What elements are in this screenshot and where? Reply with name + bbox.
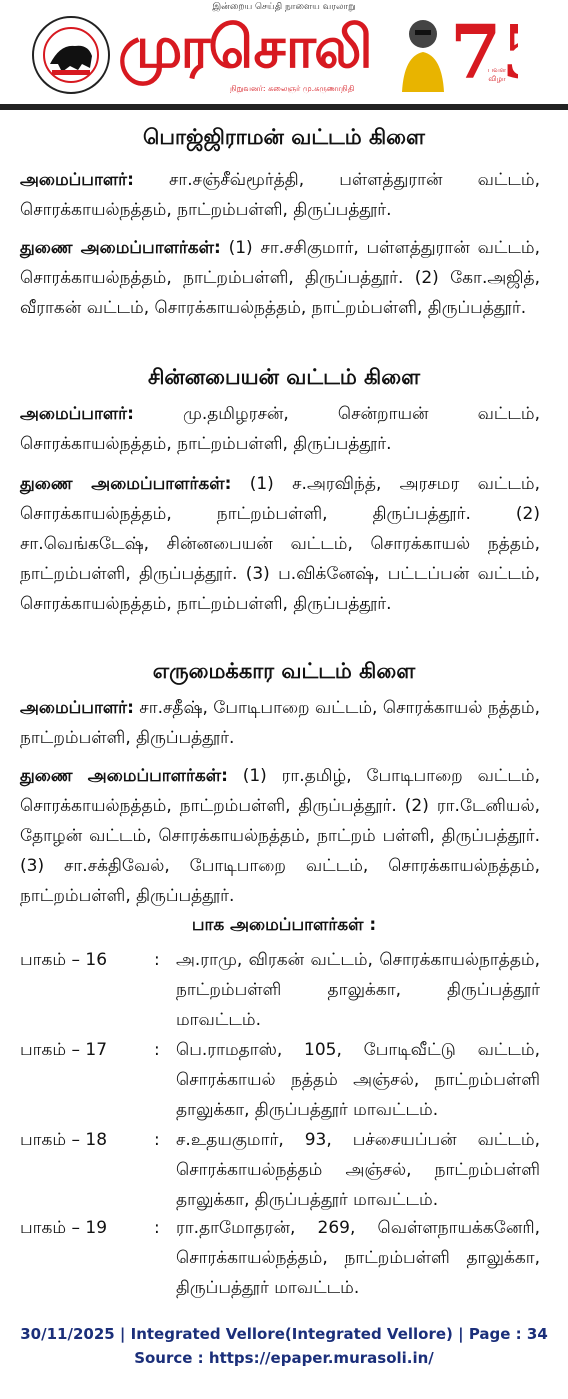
- list-item: [20, 1213, 540, 1303]
- masthead-founder: நிறுவனர்: கலைஞர் மு.கருணாநிதி: [230, 84, 355, 93]
- deputy-paragraph: [20, 469, 540, 619]
- anniversary-badge: [448, 4, 518, 100]
- list-item: [20, 1125, 540, 1215]
- booth-colon: :: [154, 1130, 160, 1150]
- article-body: [0, 104, 568, 1303]
- newspaper-logo: முரசொலி: [118, 13, 371, 81]
- list-item: [20, 945, 540, 1035]
- booth-number: பாகம் – 17: [20, 1040, 108, 1060]
- masthead: [0, 0, 568, 100]
- anniversary-label: பவள விழா: [487, 66, 507, 83]
- list-item: [20, 1035, 540, 1125]
- organizer-label: அமைப்பாளர்:: [20, 170, 134, 190]
- booth-address: பெ.ராமதாஸ், 105, போடிவீட்டு வட்டம், சொரக்காயல் நத்தம் அஞ்சல், நாட்றம்பள்ளி தாலுக்கா, திருப்பத்தூர் மாவட்டம்.: [176, 1040, 540, 1120]
- organizer-text: மு.தமிழரசன், சென்றாயன் வட்டம், சொரக்காயல்நத்தம், நாட்றம்பள்ளி, திருப்பத்தூர்.: [20, 404, 540, 454]
- section-title: எருமைக்கார வட்டம் கிளை: [152, 659, 416, 683]
- organizer-paragraph: [20, 693, 540, 753]
- deputy-text: (1) ரா.தமிழ், போடிபாறை வட்டம், சொரக்காயல்நத்தம், நாட்றம்பள்ளி, திருப்பத்தூர். (2) ரா.டேனியல், தோழன் வட்டம், சொரக்காயல்நத்தம், நாட்றம் பள்ளி, திருப்பத்தூர். (3) சா.சக்திவேல், போடிபாறை வட்டம், சொரக்காயல்நத்தம், நாட்றம்பள்ளி, திருப்பத்தூர்.: [20, 766, 540, 906]
- anniversary-number: 7: [450, 10, 502, 96]
- section-title: சின்னபையன் வட்டம் கிளை: [147, 365, 421, 389]
- organizer-text: சா.சஞ்சீவ்மூர்த்தி, பள்ளத்துரான் வட்டம், சொரக்காயல்நத்தம், நாட்றம்பள்ளி, திருப்பத்தூர்.: [20, 170, 540, 220]
- booth-address: ரா.தாமோதரன், 269, வெள்ளநாயக்கனேரி, சொரக்காயல்நத்தம், நாட்றம்பள்ளி தாலுக்கா, திருப்பத்தூர் மாவட்டம்.: [176, 1218, 540, 1298]
- booth-colon: :: [154, 950, 160, 970]
- organizer-text: சா.சதீஷ், போடிபாறை வட்டம், சொரக்காயல் நத்தம், நாட்றம்பள்ளி, திருப்பத்தூர்.: [20, 698, 541, 748]
- organizer-paragraph: [20, 165, 540, 225]
- masthead-tagline: இன்றைய செய்தி நாளைய வரலாறு: [212, 2, 356, 12]
- deputy-text: (1) ச.அரவிந்த், அரசமர வட்டம், சொரக்காயல்நத்தம், நாட்றம்பள்ளி, திருப்பத்தூர். (2) சா.வெங்கடேஷ், சின்னபையன் வட்டம், சொரக்காயல் நத்தம், நாட்றம்பள்ளி, திருப்பத்தூர். (3) ப.விக்னேஷ், பட்டப்பன் வட்டம், சொரக்காயல்நத்தம், நாட்றம்பள்ளி, திருப்பத்தூர்.: [20, 474, 540, 614]
- deputy-text: (1) சா.சசிகுமார், பள்ளத்துரான் வட்டம், சொரக்காயல்நத்தம், நாட்றம்பள்ளி, திருப்பத்தூர். (2) கோ.அஜித், வீராகன் வட்டம், சொரக்காயல்நத்தம், நாட்றம்பள்ளி, திருப்பத்தூர்.: [20, 238, 540, 318]
- deputy-paragraph: [20, 761, 540, 911]
- organizer-label: அமைப்பாளர்:: [20, 698, 134, 718]
- footer-edition-info: 30/11/2025 | Integrated Vellore(Integrated Vellore) | Page : 34: [20, 1325, 548, 1343]
- party-seal-icon: [30, 14, 112, 96]
- booth-colon: :: [154, 1040, 160, 1060]
- booth-address: ச.உதயகுமார், 93, பச்சையப்பன் வட்டம், சொரக்காயல்நத்தம் அஞ்சல், நாட்றம்பள்ளி தாலுக்கா, திருப்பத்தூர் மாவட்டம்.: [176, 1130, 540, 1210]
- booth-number: பாகம் – 18: [20, 1130, 108, 1150]
- organizer-paragraph: [20, 399, 540, 459]
- section-title: பொஜ்ஜிராமன் வட்டம் கிளை: [143, 125, 425, 149]
- booth-colon: :: [154, 1218, 160, 1238]
- leader-portrait-icon: [398, 12, 448, 94]
- page-footer: [0, 1322, 568, 1370]
- deputy-label: துணை அமைப்பாளர்கள்:: [20, 766, 228, 786]
- booth-title: பாக அமைப்பாளர்கள் :: [191, 915, 377, 935]
- deputy-paragraph: [20, 233, 540, 323]
- organizer-label: அமைப்பாளர்:: [20, 404, 134, 424]
- booth-number: பாகம் – 19: [20, 1218, 108, 1238]
- anniversary-75-icon: [448, 4, 518, 100]
- footer-source-link[interactable]: Source : https://epaper.murasoli.in/: [134, 1349, 434, 1367]
- booth-address: அ.ராமு, விரகன் வட்டம், சொரக்காயல்நாத்தம், நாட்றம்பள்ளி தாலுக்கா, திருப்பத்தூர் மாவட்டம்.: [176, 950, 540, 1030]
- deputy-label: துணை அமைப்பாளர்கள்:: [20, 474, 232, 494]
- deputy-label: துணை அமைப்பாளர்கள்:: [20, 238, 221, 258]
- booth-number: பாகம் – 16: [20, 950, 108, 970]
